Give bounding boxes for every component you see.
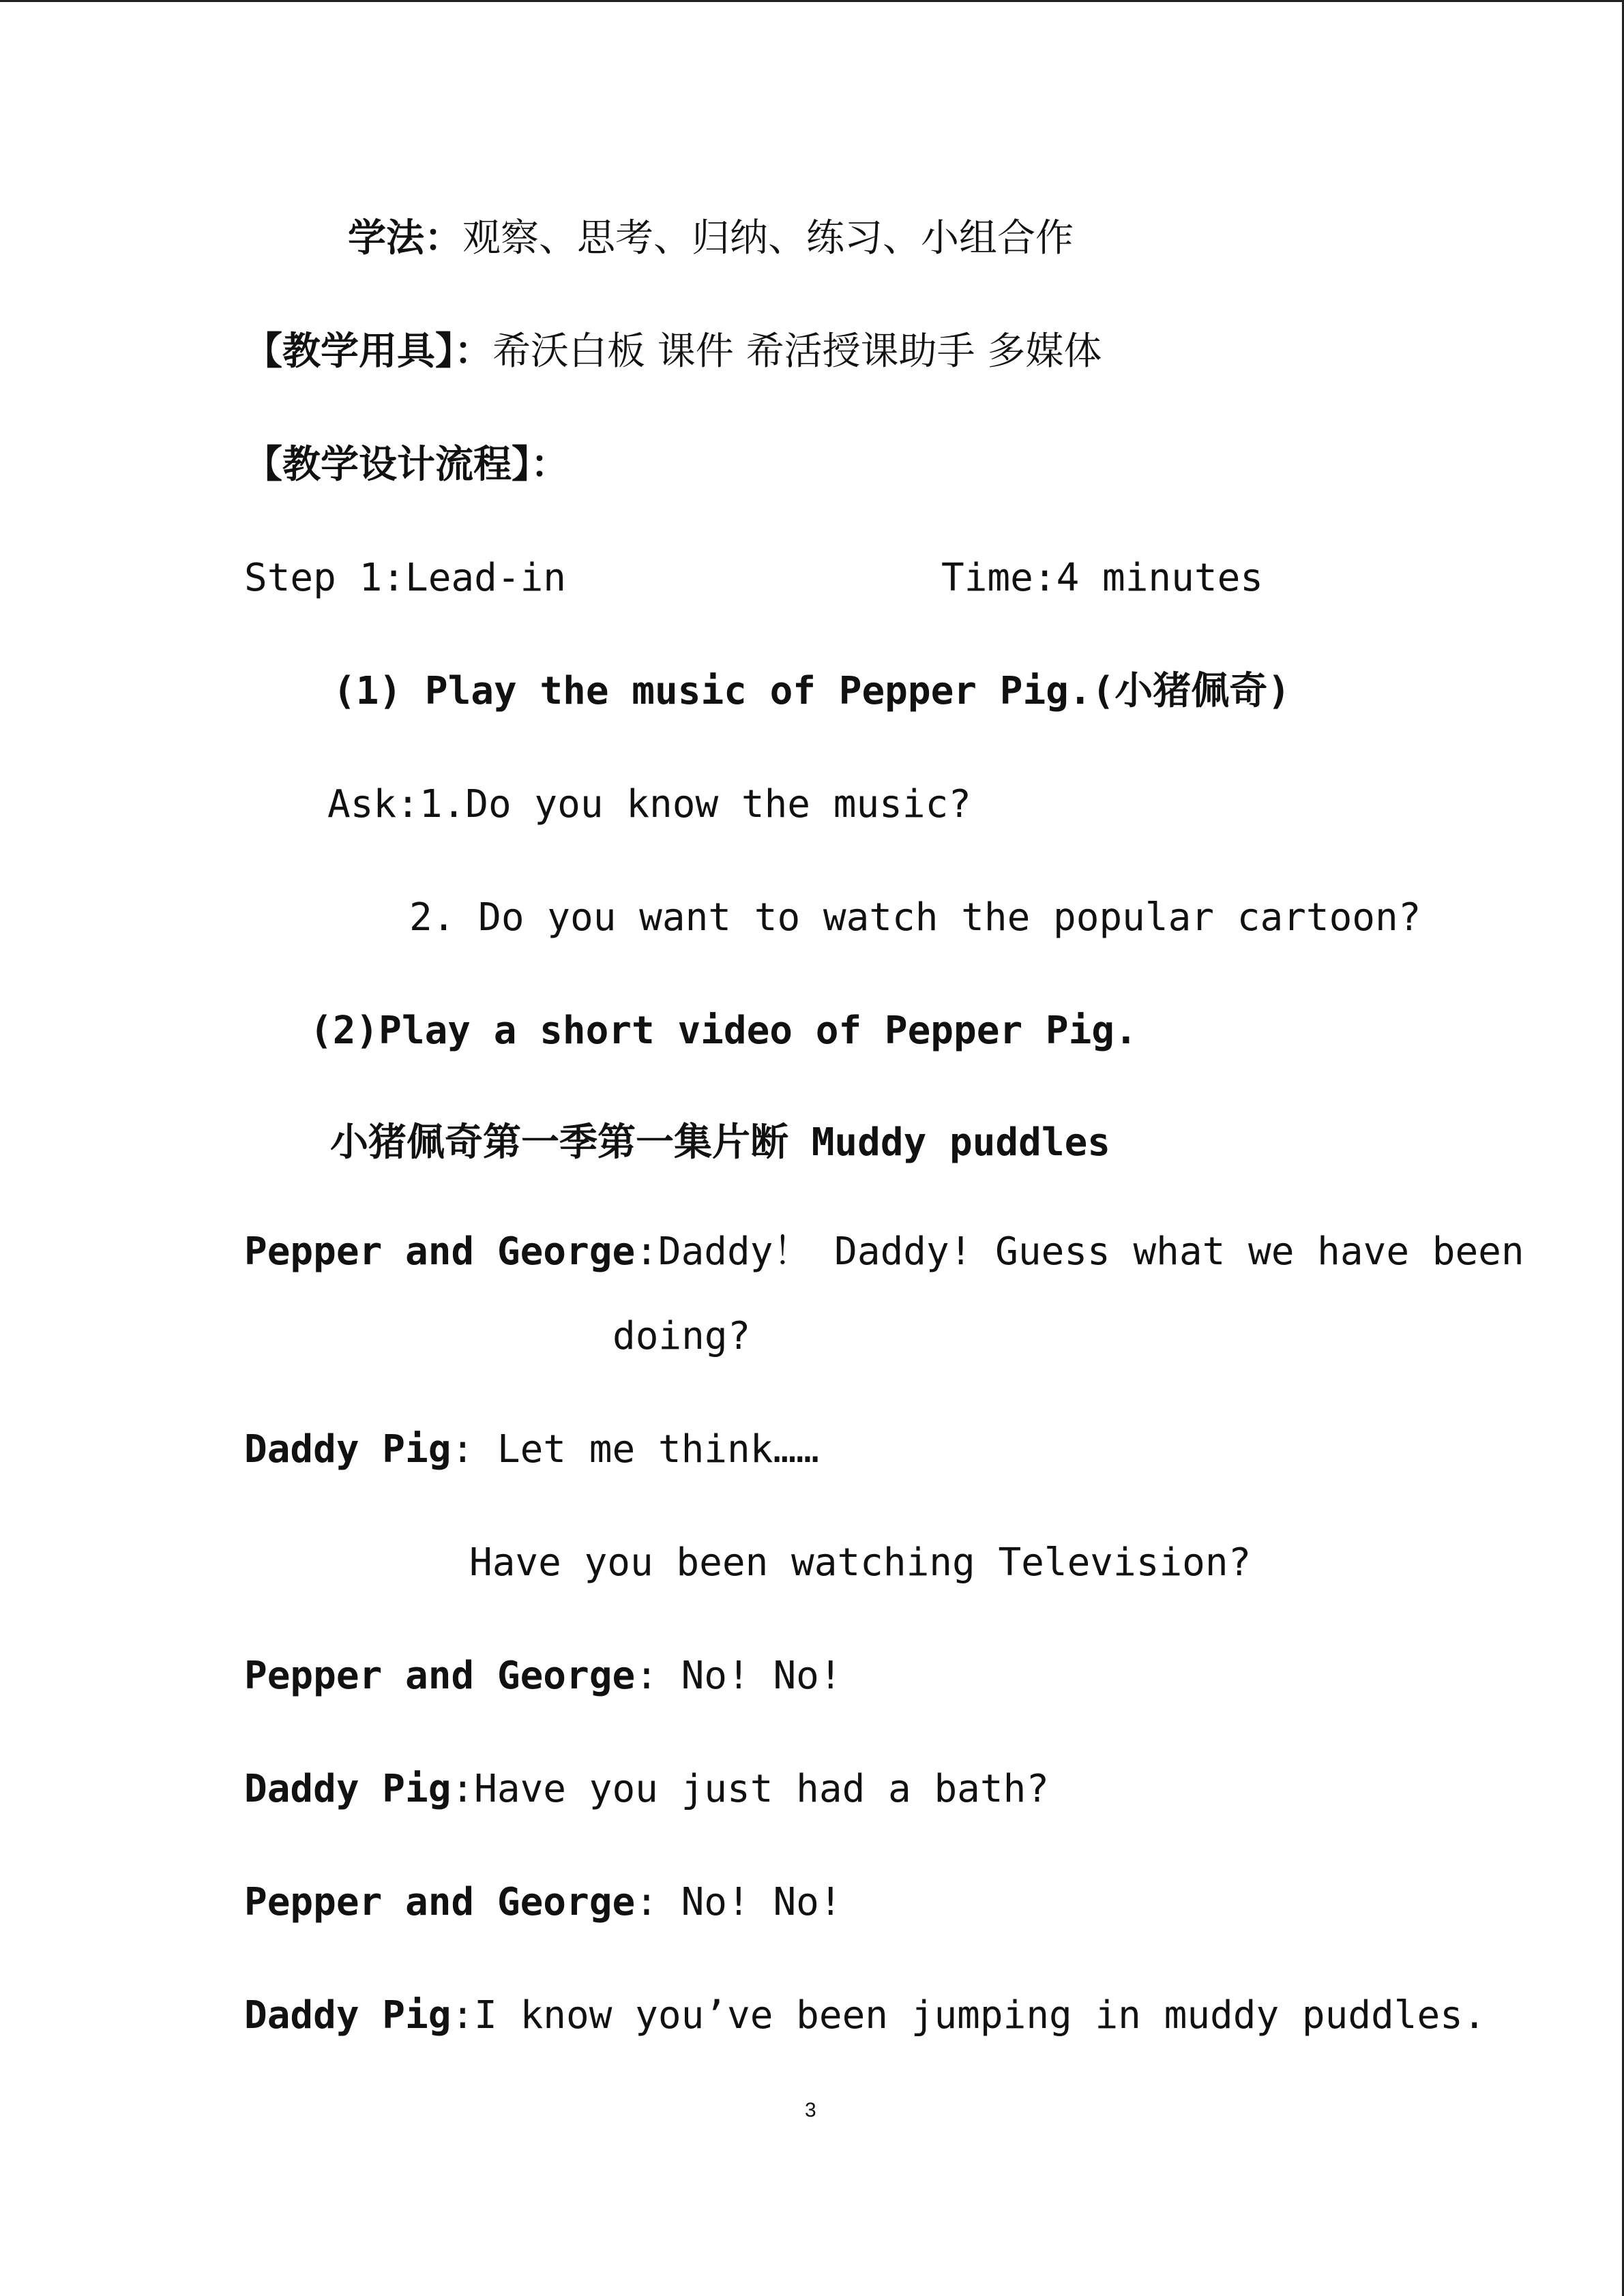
dialogue-speaker: Pepper and George [244,1229,636,1274]
dialogue-separator: : [451,1767,475,1811]
dialogue-line [244,1652,842,1701]
ask-question-2: 2. Do you want to watch the popular cartoon? [409,895,1421,940]
clip-title: 小猪佩奇第一季第一集片断 Muddy puddles [330,1120,1111,1165]
dialogue-speaker: Pepper and George [244,1654,636,1698]
design-flow-label: 【教学设计流程】： [244,443,569,487]
dialogue-separator: : [635,1654,681,1698]
dialogue-line [244,1765,1049,1814]
dialogue-line [469,1538,1251,1587]
ask-question-1: Ask:1.Do you know the music? [327,782,972,826]
dialogue-separator: : [451,1427,497,1472]
dialogue-text: doing? [612,1314,751,1358]
dialogue-text: I know you’ve been jumping in muddy puddles. [474,1993,1486,2038]
dialogue-text: No! No! [681,1654,842,1698]
dialogue-line [612,1312,750,1361]
learning-methods-line [348,214,1074,263]
dialogue-separator: : [635,1229,658,1274]
dialogue-text: No! No! [681,1880,842,1924]
learning-methods-label: 学法： [348,216,462,260]
page-number: 3 [805,2099,816,2121]
dialogue-speaker: Daddy Pig [244,1993,452,2038]
dialogue-text: Have you been watching Television? [469,1540,1252,1585]
dialogue-text: Let me think…… [497,1427,819,1472]
dialogue-text: Daddy！ Daddy! Guess what we have been [658,1229,1524,1274]
dialogue-line [244,1991,1486,2040]
step1-time: Time:4 minutes [941,556,1264,600]
dialogue-speaker: Daddy Pig [244,1767,452,1811]
item1-text: (1) Play the music of Pepper Pig.(小猪佩奇) [333,669,1291,713]
teaching-tools-line [244,327,1102,376]
teaching-tools-label: 【教学用具】： [244,329,492,374]
dialogue-text: Have you just had a bath? [474,1767,1050,1811]
dialogue-line [244,1878,842,1927]
dialogue-speaker: Pepper and George [244,1880,636,1924]
learning-methods-text: 观察、思考、归纳、练习、小组合作 [462,216,1074,260]
dialogue-separator: : [635,1880,681,1924]
dialogue-separator: : [451,1993,475,2038]
design-flow-line [244,441,569,490]
step1-title: Step 1:Lead-in [244,556,567,600]
dialogue-line [244,1425,819,1474]
dialogue-line [244,1227,1524,1277]
page-top-border [0,0,1624,2]
teaching-tools-text: 希沃白板 课件 希活授课助手 多媒体 [492,329,1102,374]
item2-text: (2)Play a short video of Pepper Pig. [310,1009,1138,1053]
dialogue-speaker: Daddy Pig [244,1427,452,1472]
